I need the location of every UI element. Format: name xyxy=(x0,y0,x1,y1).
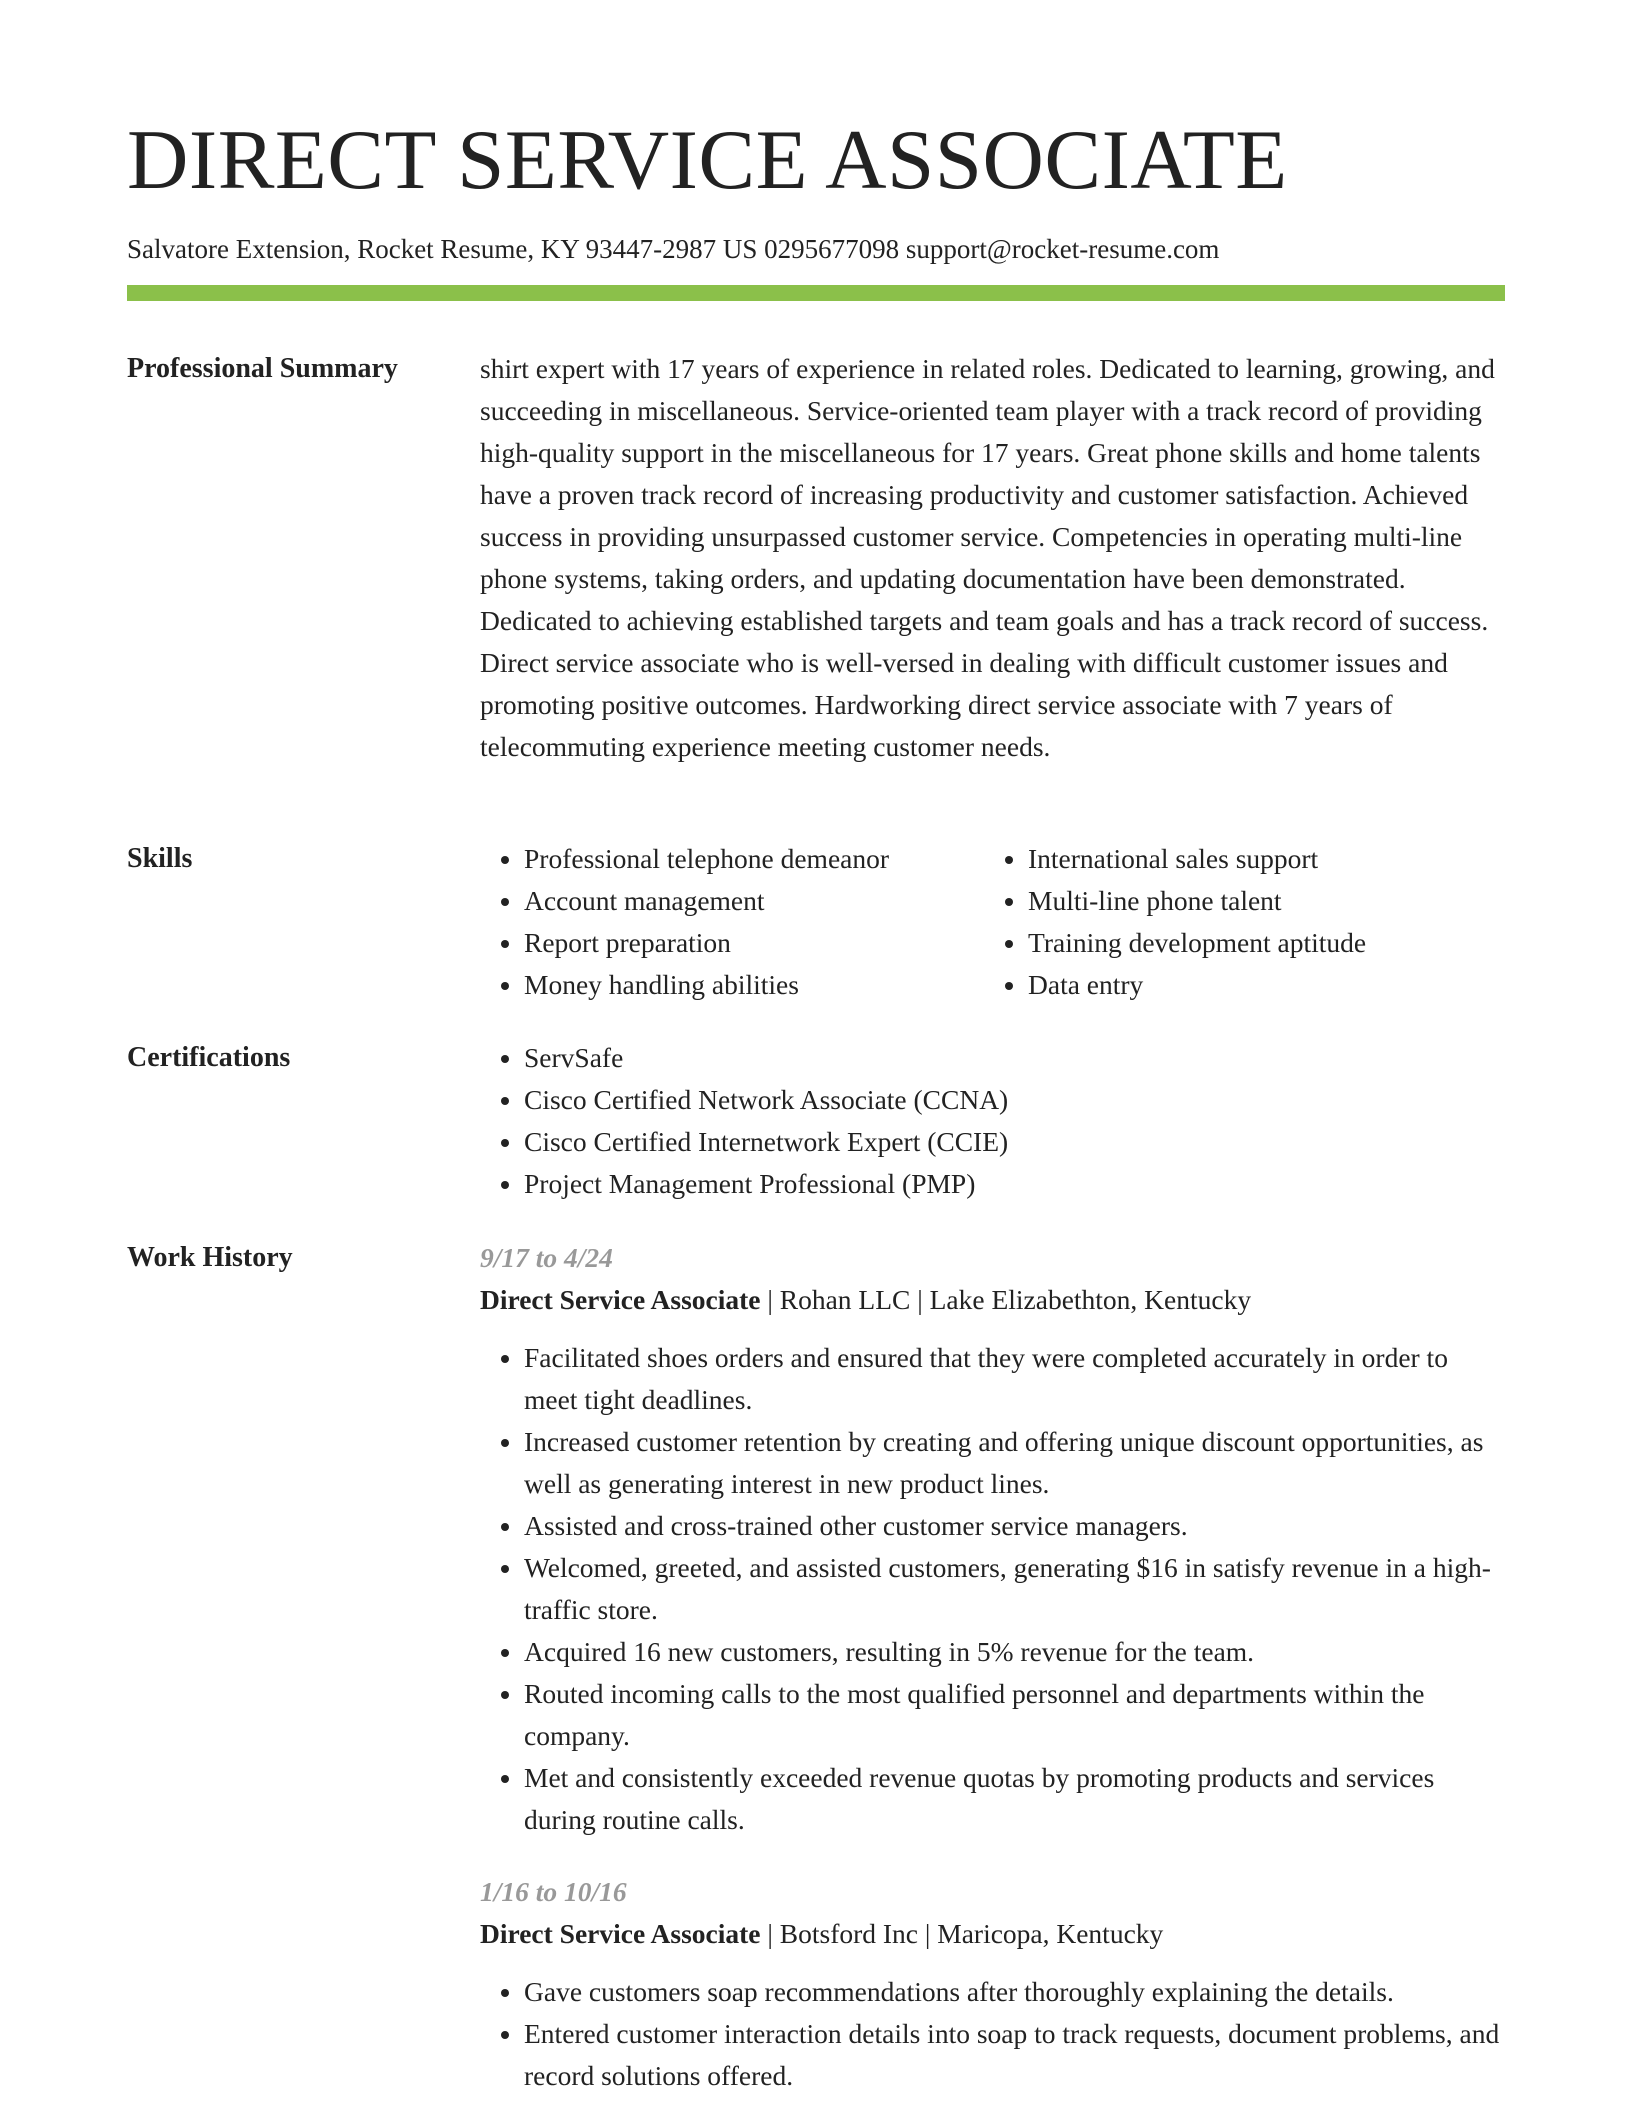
job-duty-item: • Entered customer interaction details into soap to track requests, document problems, and record solutions offered. xyxy=(524,2013,1505,2097)
job-title: Direct Service Associate xyxy=(480,1918,761,1949)
skills-title: Skills xyxy=(127,843,193,874)
job-duty-item: • Gave customers soap recommendations after thoroughly explaining the details. xyxy=(524,1971,1505,2013)
contact-line: Salvatore Extension, Rocket Resume, KY 93447-2987 US 0295677098 support@rocket-resume.com xyxy=(127,234,1220,264)
job-duty-item: • Routed incoming calls to the most qualified personnel and departments within the company. xyxy=(524,1673,1505,1757)
job-heading xyxy=(480,1913,1505,1955)
job-duty-item: • Acquired 16 new customers, resulting in 5% revenue for the team. xyxy=(524,1631,1505,1673)
job-duty-item: • Facilitated shoes orders and ensured that they were completed accurately in order to meet tight deadlines. xyxy=(524,1337,1505,1421)
certification-item: • Cisco Certified Network Associate (CCNA) xyxy=(524,1079,1505,1121)
job-dates: 1/16 to 10/16 xyxy=(480,1876,627,1907)
certification-item: • ServSafe xyxy=(524,1037,1505,1079)
skill-item: • Data entry xyxy=(1028,964,1488,1006)
skills-column-right xyxy=(984,838,1488,1006)
job-employer-location: | Botsford Inc | Maricopa, Kentucky xyxy=(760,1918,1164,1949)
job-duty-item: • Welcomed, greeted, and assisted customers, generating $16 in satisfy revenue in a high-traffic store. xyxy=(524,1547,1505,1631)
skills-list xyxy=(480,838,1505,1006)
skill-item: • Multi-line phone talent xyxy=(1028,880,1488,922)
job-dates: 9/17 to 4/24 xyxy=(480,1242,613,1273)
job-duties xyxy=(480,1337,1505,1841)
certification-item: • Cisco Certified Internetwork Expert (CCIE) xyxy=(524,1121,1505,1163)
summary-title: Professional Summary xyxy=(127,353,398,384)
skill-item: • Training development aptitude xyxy=(1028,922,1488,964)
job-entry xyxy=(480,1871,1505,2097)
certifications-body xyxy=(480,1037,1505,1205)
job-duty-item: • Increased customer retention by creating and offering unique discount opportunities, as well as generating interest in new product lines. xyxy=(524,1421,1505,1505)
skill-item: • Money handling abilities xyxy=(524,964,984,1006)
skill-item: • Account management xyxy=(524,880,984,922)
skill-item: • International sales support xyxy=(1028,838,1488,880)
skill-item: • Professional telephone demeanor xyxy=(524,838,984,880)
certification-item: • Project Management Professional (PMP) xyxy=(524,1163,1505,1205)
job-employer-location: | Rohan LLC | Lake Elizabethton, Kentucky xyxy=(760,1284,1252,1315)
job-heading xyxy=(480,1279,1505,1321)
resume-name: DIRECT SERVICE ASSOCIATE xyxy=(127,113,1288,207)
summary-body xyxy=(480,348,1505,768)
job-duties xyxy=(480,1971,1505,2097)
summary-text: shirt expert with 17 years of experience in related roles. Dedicated to learning, growing, and succeeding in miscellaneous. Service-oriented team player with a track record of providing high-quality support in the miscellaneous for 17 years. Great phone skills and home talents have a proven track record of increasing productivity and customer satisfaction. Achieved success in providing unsurpassed customer service. Competencies in operating multi-line phone systems, taking orders, and updating documentation have been demonstrated. Dedicated to achieving established targets and team goals and has a track record of success. Direct service associate who is well-versed in dealing with difficult customer issues and promoting positive outcomes. Hardworking direct service associate with 7 years of telecommuting experience meeting customer needs. xyxy=(480,353,1495,762)
work-history-title: Work History xyxy=(127,1242,293,1273)
accent-divider xyxy=(127,285,1505,301)
work-history-body xyxy=(480,1237,1505,2097)
job-duty-item: • Met and consistently exceeded revenue quotas by promoting products and services during routine calls. xyxy=(524,1757,1505,1841)
job-title: Direct Service Associate xyxy=(480,1284,761,1315)
skills-column-left xyxy=(480,838,984,1006)
job-entry xyxy=(480,1237,1505,1841)
skill-item: • Report preparation xyxy=(524,922,984,964)
certifications-title: Certifications xyxy=(127,1042,291,1073)
job-duty-item: • Assisted and cross-trained other customer service managers. xyxy=(524,1505,1505,1547)
